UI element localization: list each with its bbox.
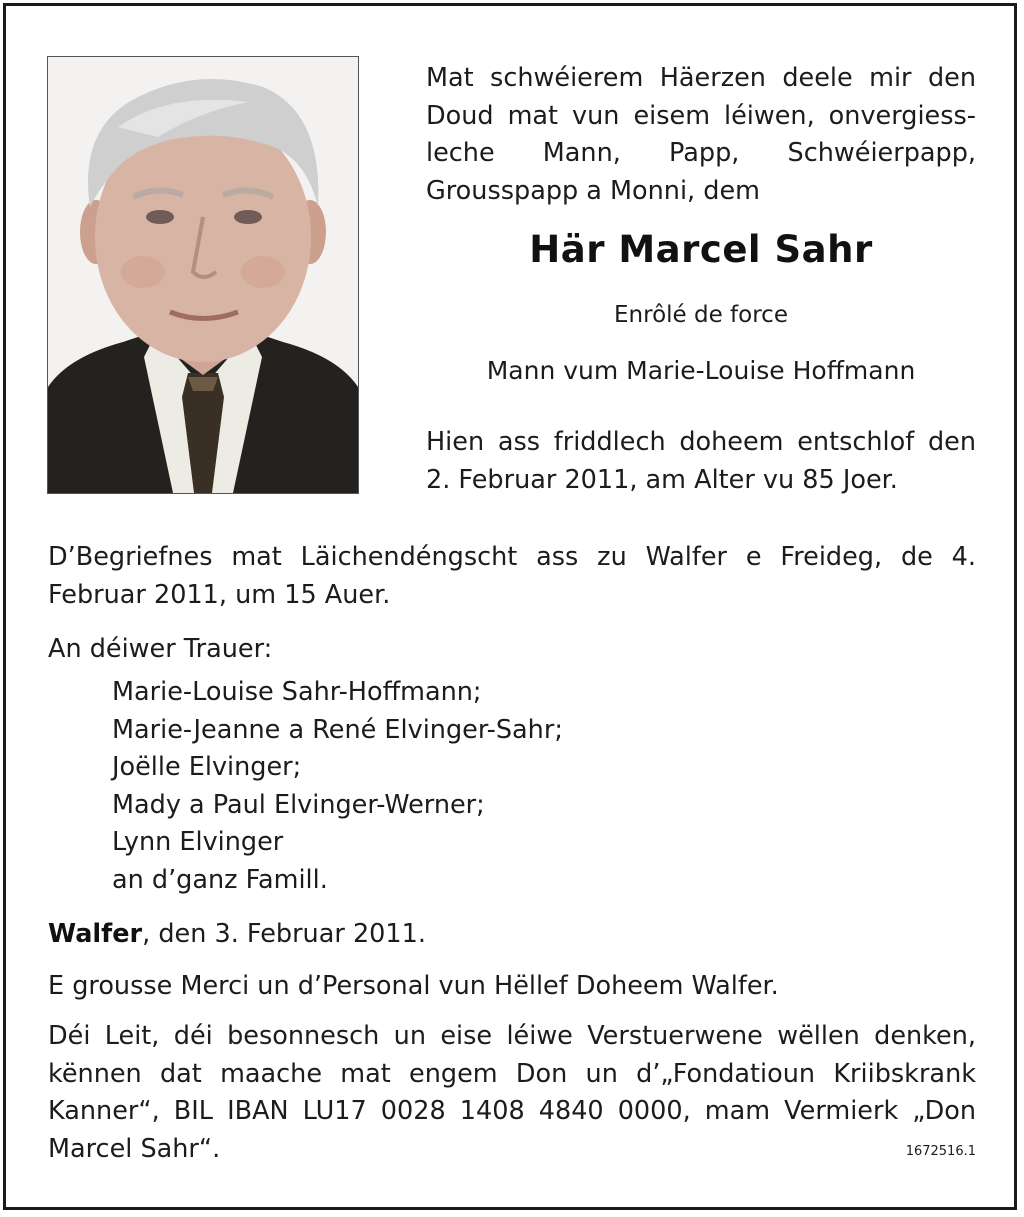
mourner-item: Marie-Jeanne a René Elvinger-Sahr; (112, 714, 563, 745)
mourner-item: an d’ganz Famill. (112, 864, 328, 895)
mourner-item: Lynn Elvinger (112, 827, 284, 858)
mourner-item: Marie-Louise Sahr-Hoffmann; (112, 677, 482, 707)
portrait-illustration (48, 57, 358, 493)
thanks-line: E grousse Merci un d’Personal vun Hëllef Doheem Walfer. (48, 971, 779, 1001)
place-name: Walfer (48, 919, 143, 949)
deceased-name: Här Marcel Sahr (529, 228, 873, 271)
date-text: , den 3. Februar 2011. (142, 919, 426, 949)
spouse-line: Mann vum Marie-Louise Hoffmann (486, 356, 916, 385)
deceased-subtitle: Enrôlé de force (614, 302, 788, 328)
death-paragraph: Hien ass friddlech doheem entschlof den 2. Februar 2011, am Alter vu 85 Joer. (426, 427, 976, 495)
reference-number: 1672516.1 (905, 1144, 976, 1159)
portrait-photo (47, 56, 359, 494)
donation-paragraph: Déi Leit, déi besonnesch un eise léiwe Verstuerwene wëllen denken, kënnen dat maache mat engem Don un d’„Fondatioun Kriibskrank Kanner“, BIL IBAN LU17 0028 1408 4840 0000, mam Vermierk „Don Marcel Sahr“. (48, 1021, 976, 1164)
funeral-paragraph: D’Begriefnes mat Läichendéngscht ass zu Walfer e Freideg, de 4. Februar 2011, um 15 Auer. (48, 542, 976, 610)
place-date-line (48, 915, 426, 953)
mourner-item: Mady a Paul Elvinger-Werner; (112, 789, 485, 820)
mourners-header: An déiwer Trauer: (48, 634, 273, 664)
mourner-item: Joëlle Elvinger; (112, 752, 302, 783)
intro-paragraph: Mat schwéierem Häerzen deele mir den Doud mat vun eisem léiwen, onvergiessleche Mann, Papp, Schwéierpapp, Grousspapp a Monni, dem (426, 63, 976, 206)
mourners-list (112, 674, 563, 900)
